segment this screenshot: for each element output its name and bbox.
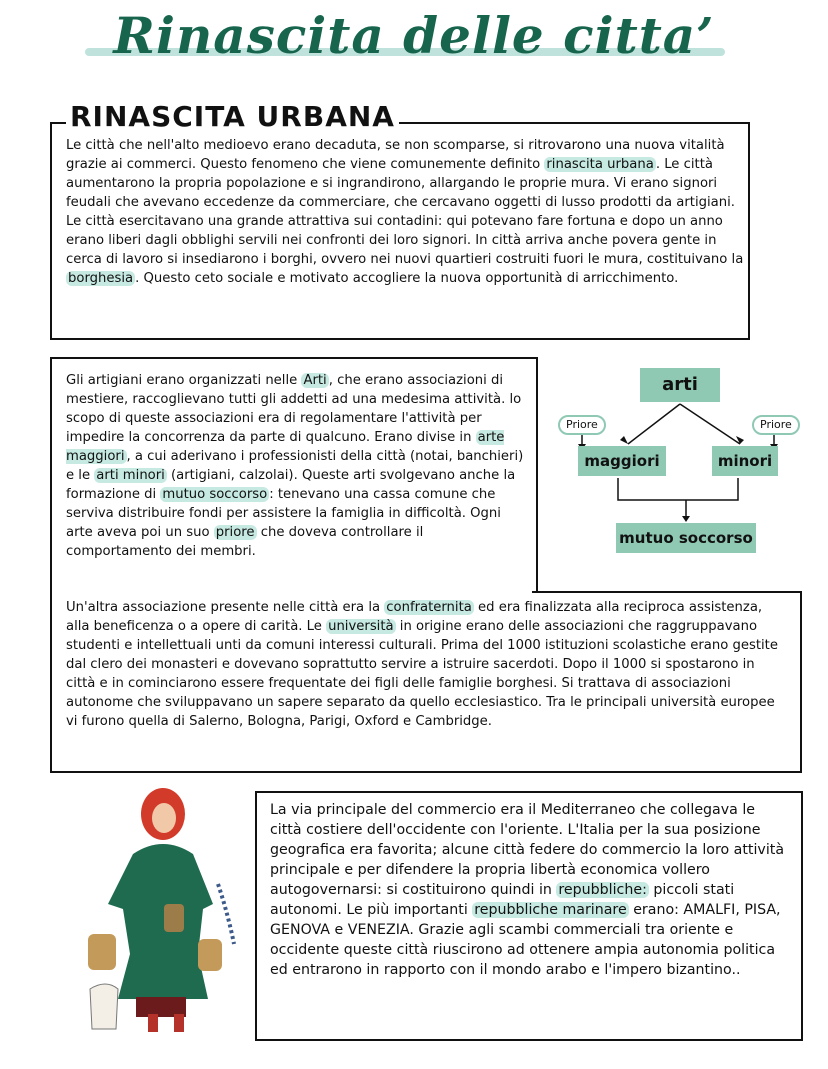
highlight-arte-maggiori: arte maggiori <box>66 430 505 464</box>
node-maggiori: maggiori <box>578 446 666 476</box>
rosary <box>218 884 234 944</box>
highlight-universita: università <box>328 619 394 634</box>
page-title: Rinascita delle citta’ <box>113 6 715 65</box>
jug <box>90 984 118 1029</box>
leg <box>174 1014 184 1032</box>
highlight-confraternita: confraternita <box>386 600 472 615</box>
node-mutuo-soccorso: mutuo soccorso <box>616 523 756 553</box>
text: La via principale del commercio era il Mediterraneo che collegava le città costiere dell'occidente con l'oriente. L'Italia per la sua posizione geografica era favorita; alcune città federe do commercio la loro attività principale e per difendere la propria libertà economica vollero autogovernarsi: si costituirono quindi in <box>270 802 785 898</box>
text: ed era finalizzata alla reciproca assistenza, alla beneficenza o a opere di carità. Le <box>66 600 763 634</box>
arrowhead <box>682 516 690 522</box>
text: Gli artigiani erano organizzati nelle <box>66 373 302 388</box>
label-priore-right: Priore <box>752 415 800 435</box>
merchant-illustration <box>78 784 248 1044</box>
face <box>152 803 176 833</box>
text: , che erano associazioni di mestiere, raccoglievano tutti gli addetti ad una medesima attività. lo scopo di queste associazioni era di regolamentare l'attività per impedire la concorrenza da parte di qualcuno. Erano divise in <box>66 373 522 445</box>
text: erano: AMALFI, PISA, GENOVA e VENEZIA. Grazie agli scambi commerciali tra oriente e occidente queste città riuscirono ad ottenere ampia autonomia politica ed entrarono in rapporto con il mondo arabo e l'impero bizantino.. <box>270 902 781 978</box>
highlight-mutuo-soccorso: mutuo soccorso <box>162 487 268 502</box>
text: : tenevano una cassa comune che serviva distribuire fondi per assistere la famiglia in difficoltà. Ogni arte aveva poi un suo <box>66 487 501 540</box>
text: che doveva controllare il comportamento dei membri. <box>66 525 424 559</box>
text: Le città che nell'alto medioevo erano decaduta, se non scomparse, si ritrovarono una nuova vitalità grazie ai commerci. Questo fenomeno che viene comunemente definito <box>66 138 725 172</box>
arrowhead <box>620 436 628 444</box>
tunic <box>108 844 213 999</box>
box-join <box>52 586 532 594</box>
text: . Le città aumentarono la propria popolazione e si ingrandirono, allargando le proprie mura. Vi erano signori feudali che avevano eccedenze da commerciare, che cercavano oggetti di lusso prodotti da artigiani. Le città esercitavano una grande attrattiva sui contadini: qui potevano fare fortuna e dopo un anno erano liberi dagli obblighi servili nei confronti dei loro signori. In città arriva anche povera gente in cerca di lavoro si insediarono i borghi, ovvero nei nuovi quartieri costruiti fuori le mura, costituivano la <box>66 157 744 267</box>
node-minori: minori <box>712 446 778 476</box>
leg <box>148 1014 158 1032</box>
connector-to-mutuo <box>618 478 738 500</box>
paragraph-arti <box>66 371 528 561</box>
purse <box>164 904 184 932</box>
section-heading: RINASCITA URBANA <box>66 100 399 133</box>
bag-right <box>198 939 222 971</box>
bag-left <box>88 934 116 970</box>
highlight-rinascita-urbana: rinascita urbana <box>546 157 654 172</box>
title-area <box>0 0 828 90</box>
text: . Questo ceto sociale e motivato accogliere la nuova opportunità di arricchimento. <box>135 271 679 286</box>
text: , a cui aderivano i professionisti della città (notai, banchieri) e le <box>66 449 524 483</box>
text: (artigiani, calzolai). Queste arti svolgevano anche la formazione di <box>66 468 516 502</box>
text: piccoli stati autonomi. Le più importanti <box>270 882 735 918</box>
arrow-arti-minori <box>680 404 740 444</box>
node-arti: arti <box>640 368 720 402</box>
text: Un'altra associazione presente nelle città era la <box>66 600 385 615</box>
text: in origine erano delle associazioni che raggruppavano studenti e intellettuali unti da comuni interessi culturali. Prima del 1000 istituzioni scolastiche erano gestite dal clero dei monasteri e dovevano soprattutto servire a istruire sacerdoti. Dopo il 1000 si spostarono in città e in cominciarono essere frequentate dei figli delle famiglie borghesi. Si trattava di associazioni autonome che sviluppavano un sapere separato da quello ecclesiastico. Tra le principali università europee vi furono quella di Salerno, Bologna, Parigi, Oxford e Cambridge. <box>66 619 778 729</box>
highlight-repubbliche-marinare: repubbliche marinare <box>474 902 627 918</box>
highlight-arti: Arti <box>303 373 327 388</box>
highlight-priore: priore <box>215 525 255 540</box>
paragraph-associazioni <box>66 598 786 731</box>
paragraph-commercio <box>270 800 790 980</box>
highlight-repubbliche: repubbliche: <box>558 882 647 898</box>
paragraph-rinascita <box>66 136 746 288</box>
arrow-arti-maggiori <box>628 404 680 444</box>
label-priore-left: Priore <box>558 415 606 435</box>
highlight-borghesia: borghesia <box>68 271 134 286</box>
arti-diagram <box>550 360 810 570</box>
highlight-arti-minori: arti minori <box>96 468 165 483</box>
